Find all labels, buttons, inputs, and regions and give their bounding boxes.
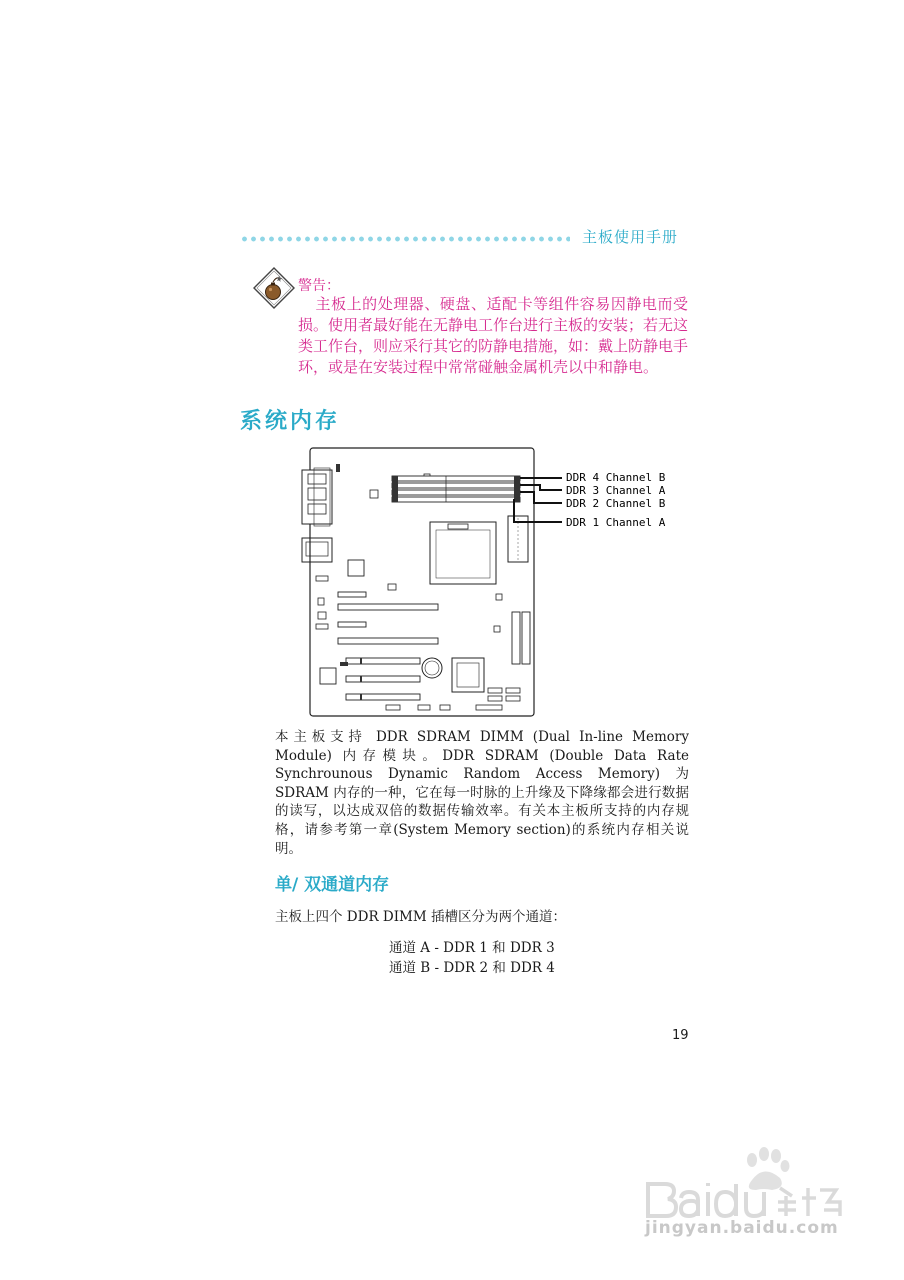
slot-label-ddr1: DDR 1 Channel A [566, 516, 666, 529]
header-dotted-rule [240, 236, 570, 242]
subsection-title: 单/ 双通道内存 [275, 875, 390, 895]
channel-a-line: 通道 A - DDR 1 和 DDR 3 [389, 940, 555, 956]
section-title: 系统内存 [240, 409, 341, 434]
header-title: 主板使用手册 [582, 228, 679, 246]
watermark-url: jingyan.baidu.com [645, 1218, 839, 1238]
warning-body-text: 主板上的处理器、硬盘、适配卡等组件容易因静电而受损。使用者最好能在无静电工作台进行主板的安装；若无这类工作台，则应采行其它的防静电措施，如：戴上防静电手环，或是在安装过程中常常碰触金属机壳以中和静电。 [298, 295, 689, 376]
channels-intro: 主板上四个 DDR DIMM 插槽区分为两个通道： [275, 909, 566, 925]
motherboard-diagram [296, 446, 686, 722]
bomb-warning-icon [252, 266, 296, 310]
slot-label-ddr3: DDR 3 Channel A [566, 484, 666, 497]
warning-body [298, 294, 688, 378]
cpu-socket [430, 522, 496, 584]
channel-b-line: 通道 B - DDR 2 和 DDR 4 [389, 960, 555, 976]
body-paragraph: 本主板支持 DDR SDRAM DIMM (Dual In-line Memory Module) 内存模块。DDR SDRAM (Double Data Rate Synchrounous Dynamic Random Access Memory) 为 SDRAM 内存的一种，它在每一时脉的上升缘及下降缘都会进行数据的读写，以达成双倍的数据传输效率。有关本主板所支持的内存规格，请参考第一章(System Memory section)的系统内存相关说明。 [275, 729, 689, 857]
page-number: 19 [672, 1028, 689, 1043]
warning-label: 警告： [298, 278, 340, 294]
slot-label-ddr2: DDR 2 Channel B [566, 497, 666, 510]
slot-label-ddr4: DDR 4 Channel B [566, 471, 666, 484]
